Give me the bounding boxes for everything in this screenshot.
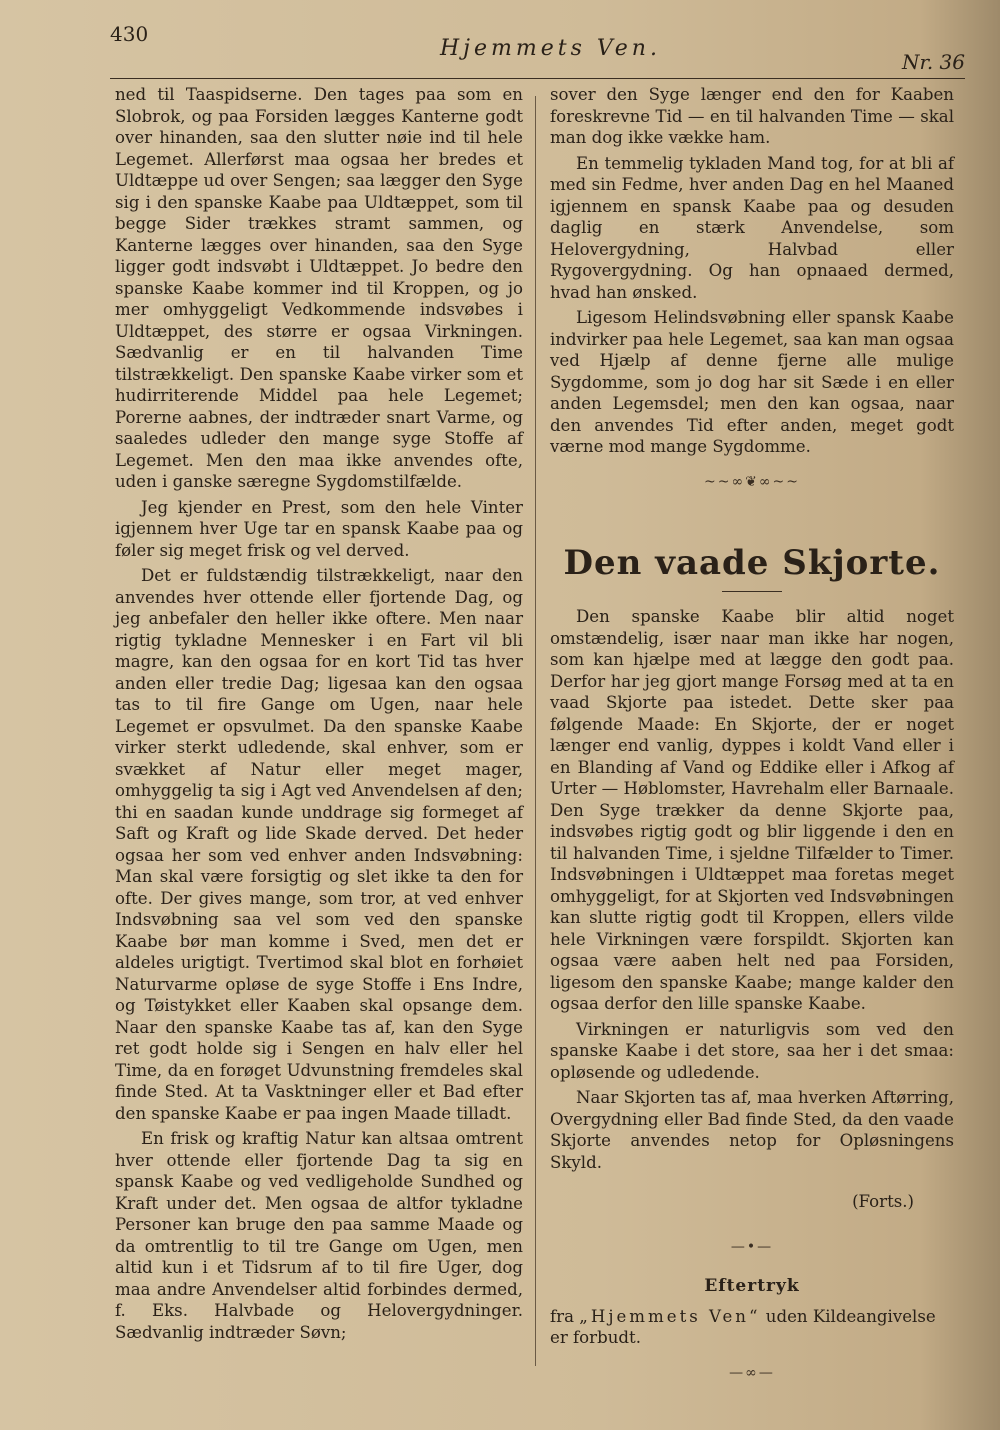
running-title: Hjemmets Ven. <box>440 36 661 61</box>
paragraph: sover den Syge længer end den for Kaaben foreskrevne Tid — en til halvanden Time — skal man dog ikke vække ham. <box>550 85 954 147</box>
paragraph: Den spanske Kaabe blir altid noget omstændelig, især naar man ikke har nogen, som kan hjælpe med at lægge den godt paa. Derfor har jeg gjort mange Forsøg med at ta en vaad Skjorte paa istedet. Dette sker paa følgende Maade: En Skjorte, der er noget længer end vanlig, dyppes i koldt Vand eller i en Blanding af Vand og Eddike eller i Afkog af Urter — Høblomster, Havrehalm eller Barnaale. Den Syge trækker da denne Skjorte paa, indsvøbes rigtig godt og blir liggende i den en til halvanden Time, i sjeldne Tilfælder to Timer. Indsvøbningen i Uldtæppet maa foretas meget omhyggeligt, for at Skjorten ved Indsvøbningen kan slutte rigtig godt til Kroppen, ellers vilde hele Virkningen være forspildt. Skjorten kan ogsaa være aaben helt ned paa Forsiden, ligesom den spanske Kaabe; mange kalder den ogsaa derfor den lille spanske Kaabe. <box>550 607 955 1013</box>
paragraph: Jeg kjender en Prest, som den hele Vinter igjennem hver Uge tar en spansk Kaabe paa og føler sig meget frisk og vel derved. <box>115 497 523 560</box>
header-rule <box>110 78 965 79</box>
title-rule <box>722 591 782 592</box>
column-divider <box>535 96 536 1366</box>
ornament-divider: ~~∞❦∞~~ <box>704 473 800 490</box>
paragraph: En frisk og kraftig Natur kan altsaa omtrent hver ottende eller fjortende Dag ta sig en spansk Kaabe og ved vedligeholde Sundhed og Kraft under det. Men ogsaa de altfor tykladne Personer kan bruge den paa samme Maade og da omtrentlig to til tre Gange om Ugen, men altid kun i et Tidsrum af to til fire Uger, dog maa andre Anvendelser altid forbindes dermed, f. Eks. Halvbade og Helovergydninger. Sædvanlig indtræder Søvn; <box>115 1129 523 1342</box>
paragraph: Virkningen er naturligvis som ved den spanske Kaabe i det store, saa her i det smaa: opløsende og udledende. <box>550 1019 954 1082</box>
notice-prefix: fra <box>550 1306 574 1326</box>
right-column <box>550 84 954 1384</box>
notice-suffix: uden Kildeangivelse er forbudt. <box>550 1306 936 1347</box>
notice-source: „Hjemmets Ven“ <box>579 1306 761 1326</box>
section-title: Den vaade Skjorte. <box>563 543 941 583</box>
paragraph: Det er fuldstændig tilstrækkeligt, naar den anvendes hver ottende eller fjortende Dag, og jeg anbefaler den heller ikke oftere. Men naar rigtig tykladne Mennesker i en Fart vil bli magre, kan den ogsaa for en kort Tid tas hver anden eller tredie Dag; ligesaa kan den ogsaa tas to til fire Gange om Ugen, naar hele Legemet er opsvulmet. Da den spanske Kaabe virker sterkt udledende, skal enhver, som er svækket af Natur eller meget mager, omhyggelig ta sig i Agt ved Anvendelsen af den; thi en saadan kunde unddrage sig formeget af Saft og Kraft og lide Skade derved. Det heder ogsaa her som ved enhver anden Indsvøbning: Man skal være forsigtig og slet ikke ta den for ofte. Der gives mange, som tror, at ved enhver Indsvøbning saa vel som ved den spanske Kaabe bør man komme i Sved, men det er aldeles urigtigt. Tvertimod skal blot en forhøiet Naturvarme opløse de syge Stoffe i Ens Indre, og Tøistykket eller Kaaben skal opsange dem. Naar den spanske Kaabe tas af, kan den Syge ret godt holde sig i Sengen en halv eller hel Time, da en forøget Udvunstning fremdeles skal finde Sted. At ta Vasktninger eller et Bad efter den spanske Kaabe er paa ingen Maade tilladt. <box>115 566 523 1123</box>
paragraph: En temmelig tykladen Mand tog, for at bli af med sin Fedme, hver anden Dag en hel Maaned igjennem en spansk Kaabe paa og desuden daglig en stærk Anvendelse, som Helovergydning, Halvbad eller Rygovergydning. Og han opnaaed dermed, hvad han ønsked. <box>550 153 954 302</box>
continued-note: (Forts.) <box>852 1192 914 1211</box>
page-number: 430 <box>110 22 149 46</box>
issue-number: Nr. 36 <box>901 50 965 74</box>
ornament-divider: —∞— <box>729 1364 775 1381</box>
ornament-divider: —•— <box>730 1238 774 1255</box>
left-column <box>115 84 523 1384</box>
paragraph: Ligesom Helindsvøbning eller spansk Kaabe indvirker paa hele Legemet, saa kan man ogsaa ved Hjælp af denne fjerne alle mulige Sygdomme, som jo dog har sit Sæde i en eller anden Legemsdel; men den kan ogsaa, naar den anvendes Tid efter anden, meget godt værne mod mange Sygdomme. <box>550 308 954 456</box>
paragraph: ned til Taaspidserne. Den tages paa som en Slobrok, og paa Forsiden lægges Kanterne godt over hinanden, saa den slutter nøie ind til hele Legemet. Allerførst maa ogsaa her bredes et Uldtæppe ud over Sengen; saa lægger den Syge sig i den spanske Kaabe paa Uldtæppet, som til begge Sider trækkes stramt sammen, og Kanterne lægges over hinanden, saa den Syge ligger godt indsvøbt i Uldtæppet. Jo bedre den spanske Kaabe kommer ind til Kroppen, og jo mer omhyggeligt Vedkommende indsvøbes i Uldtæppet, des større er ogsaa Virkningen. Sædvanlig er en til halvanden Time tilstrækkeligt. Den spanske Kaabe virker som et hudirriterende Middel paa hele Legemet; Porerne aabnes, der indtræder snart Varme, og saaledes udleder den mange syge Stoffe af Legemet. Men den maa ikke anvendes ofte, uden i ganske særegne Sygdomstilfælde. <box>115 85 523 491</box>
paragraph: Naar Skjorten tas af, maa hverken Aftørring, Overgydning eller Bad finde Sted, da den vaade Skjorte anvendes netop for Opløsningens Skyld. <box>550 1088 954 1172</box>
reprint-notice <box>550 1306 954 1349</box>
page-header <box>110 20 965 80</box>
reprint-notice-title: Eftertryk <box>704 1276 800 1296</box>
